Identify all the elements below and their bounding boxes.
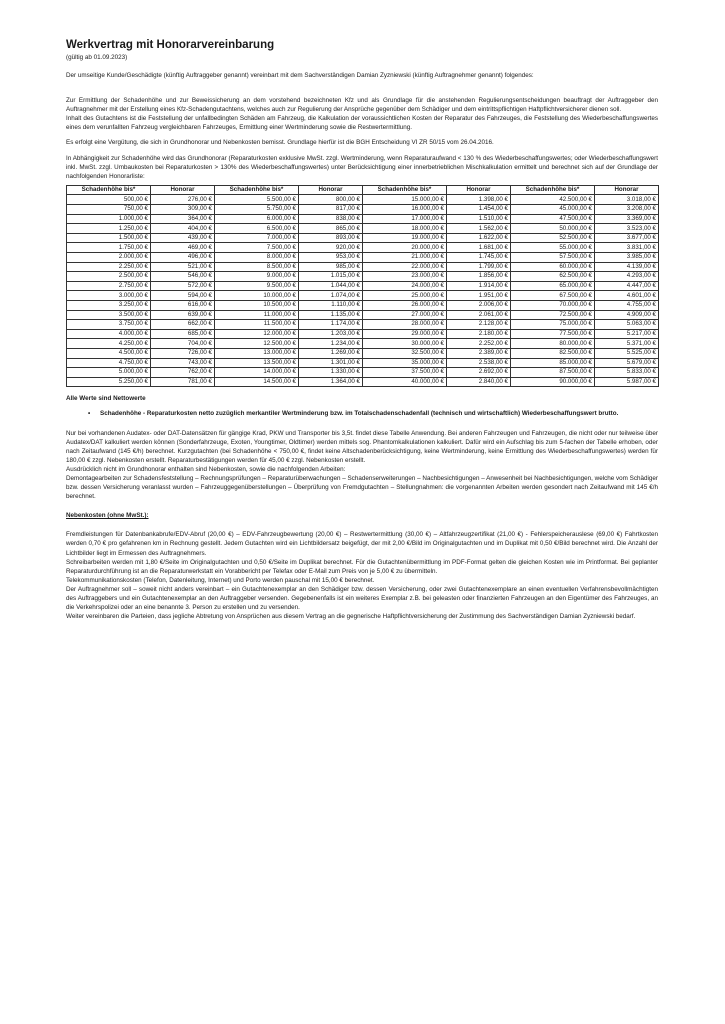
damage-amount-cell: 22.000,00 € xyxy=(363,262,447,272)
fee-amount-cell: 276,00 € xyxy=(151,195,215,205)
fee-table-header-cell: Honorar xyxy=(595,185,659,195)
fee-amount-cell: 2.538,00 € xyxy=(447,358,511,368)
fee-amount-cell: 1.234,00 € xyxy=(299,339,363,349)
fee-amount-cell: 662,00 € xyxy=(151,320,215,330)
fee-amount-cell: 469,00 € xyxy=(151,243,215,253)
fee-amount-cell: 5.987,00 € xyxy=(595,377,659,387)
damage-amount-cell: 72.500,00 € xyxy=(511,310,595,320)
damage-amount-cell: 3.000,00 € xyxy=(67,291,151,301)
fee-amount-cell: 1.330,00 € xyxy=(299,368,363,378)
damage-amount-cell: 80.000,00 € xyxy=(511,339,595,349)
damage-amount-cell: 9.500,00 € xyxy=(215,281,299,291)
damage-amount-cell: 2.750,00 € xyxy=(67,281,151,291)
fee-table-row xyxy=(67,262,659,272)
damage-amount-cell: 42.500,00 € xyxy=(511,195,595,205)
damage-amount-cell: 6.500,00 € xyxy=(215,224,299,234)
fee-table-row xyxy=(67,329,659,339)
fee-table-row xyxy=(67,300,659,310)
fee-amount-cell: 1.914,00 € xyxy=(447,281,511,291)
damage-amount-cell: 18.000,00 € xyxy=(363,224,447,234)
content-paragraph: Inhalt des Gutachtens ist die Feststellung der unfallbedingten Schäden am Fahrzeug, die Kalkulation der voraussichtlichen Kosten der Reparatur des Fahrzeuges, die Feststellung des Wiederbeschaffungswertes eines dem verunfallten Fahrzeug vergleichbaren Fahrzeuges, Ermittlung einer Wertminderung sowie die Restwertermittlung. xyxy=(66,115,658,132)
damage-amount-cell: 16.000,00 € xyxy=(363,205,447,215)
damage-amount-cell: 6.000,00 € xyxy=(215,214,299,224)
net-values-note: Alle Werte sind Nettowerte xyxy=(66,395,146,403)
damage-amount-cell: 75.000,00 € xyxy=(511,320,595,330)
fee-table-row xyxy=(67,224,659,234)
damage-amount-cell: 30.000,00 € xyxy=(363,339,447,349)
fee-table-row xyxy=(67,272,659,282)
fee-amount-cell: 1.745,00 € xyxy=(447,253,511,263)
damage-amount-cell: 3.250,00 € xyxy=(67,300,151,310)
fee-amount-cell: 1.174,00 € xyxy=(299,320,363,330)
fee-amount-cell: 2.006,00 € xyxy=(447,300,511,310)
nebenkosten-paragraph-5: Weiter vereinbaren die Parteien, dass jegliche Abtretung von Ansprüchen aus diesem Vertrag an die gegnerische Haftpflichtversicherung der Zustimmung des Sachverständigen Damian Zyzniewski bedarf. xyxy=(66,613,636,621)
bullet-marker: • xyxy=(88,410,91,418)
fee-amount-cell: 726,00 € xyxy=(151,348,215,358)
fee-amount-cell: 920,00 € xyxy=(299,243,363,253)
damage-amount-cell: 57.500,00 € xyxy=(511,253,595,263)
fee-table-header-cell: Honorar xyxy=(447,185,511,195)
fee-amount-cell: 2.061,00 € xyxy=(447,310,511,320)
fee-amount-cell: 5.371,00 € xyxy=(595,339,659,349)
fee-table-row xyxy=(67,310,659,320)
fee-amount-cell: 1.622,00 € xyxy=(447,233,511,243)
fee-amount-cell: 4.909,00 € xyxy=(595,310,659,320)
fee-amount-cell: 1.135,00 € xyxy=(299,310,363,320)
fee-amount-cell: 309,00 € xyxy=(151,205,215,215)
fee-amount-cell: 5.679,00 € xyxy=(595,358,659,368)
damage-amount-cell: 2.500,00 € xyxy=(67,272,151,282)
damage-amount-cell: 10.000,00 € xyxy=(215,291,299,301)
fee-amount-cell: 5.063,00 € xyxy=(595,320,659,330)
damage-amount-cell: 62.500,00 € xyxy=(511,272,595,282)
bullet-text: Schadenhöhe - Reparaturkosten netto zuzüglich merkantiler Wertminderung bzw. im Totalschadenschadenfall (technisch und wirtschaftlich) Wiederbeschaffungswert brutto. xyxy=(100,410,619,418)
fee-table-row xyxy=(67,233,659,243)
damage-amount-cell: 500,00 € xyxy=(67,195,151,205)
damage-amount-cell: 29.000,00 € xyxy=(363,329,447,339)
fee-amount-cell: 2.840,00 € xyxy=(447,377,511,387)
fee-table-header-cell: Schadenhöhe bis* xyxy=(363,185,447,195)
fee-table-row xyxy=(67,291,659,301)
damage-amount-cell: 11.500,00 € xyxy=(215,320,299,330)
document-title: Werkvertrag mit Honorarvereinbarung xyxy=(66,39,275,51)
damage-amount-cell: 2.250,00 € xyxy=(67,262,151,272)
excluded-intro: Ausdrücklich nicht im Grundhonorar enthalten sind Nebenkosten, sowie die nachfolgenden Arbeiten: xyxy=(66,465,346,473)
fee-amount-cell: 2.128,00 € xyxy=(447,320,511,330)
fee-amount-cell: 1.074,00 € xyxy=(299,291,363,301)
excluded-list: Demontagearbeiten zur Schadensfeststellung – Rechnungsprüfungen – Reparaturüberwachungen – Schadenserweiterungen – Nachbesichtigungen – Anwesenheit bei Nachbesichtigungen, welche vom Schädiger bzw. dessen Versicherung veranlasst wurden – Fahrzeuggegenüberstellungen – Überprüfung von Fremdgutachten – Stellungnahmen: die vorgenannten Arbeiten werden gesondert nach Zeitaufwand mit 145 €/h berechnet. xyxy=(66,474,658,501)
fee-amount-cell: 5.833,00 € xyxy=(595,368,659,378)
fee-amount-cell: 364,00 € xyxy=(151,214,215,224)
damage-amount-cell: 5.250,00 € xyxy=(67,377,151,387)
damage-amount-cell: 3.500,00 € xyxy=(67,310,151,320)
damage-amount-cell: 1.250,00 € xyxy=(67,224,151,234)
damage-amount-cell: 3.750,00 € xyxy=(67,320,151,330)
fee-amount-cell: 865,00 € xyxy=(299,224,363,234)
damage-amount-cell: 50.000,00 € xyxy=(511,224,595,234)
fee-table-row xyxy=(67,339,659,349)
fee-amount-cell: 743,00 € xyxy=(151,358,215,368)
fee-amount-cell: 1.015,00 € xyxy=(299,272,363,282)
fee-amount-cell: 3.369,00 € xyxy=(595,214,659,224)
damage-amount-cell: 28.000,00 € xyxy=(363,320,447,330)
fee-amount-cell: 1.562,00 € xyxy=(447,224,511,234)
fee-amount-cell: 3.208,00 € xyxy=(595,205,659,215)
damage-amount-cell: 55.000,00 € xyxy=(511,243,595,253)
fee-amount-cell: 800,00 € xyxy=(299,195,363,205)
fee-amount-cell: 521,00 € xyxy=(151,262,215,272)
document-page xyxy=(66,38,658,621)
damage-amount-cell: 32.500,00 € xyxy=(363,348,447,358)
fee-amount-cell: 639,00 € xyxy=(151,310,215,320)
fee-amount-cell: 439,00 € xyxy=(151,233,215,243)
damage-amount-cell: 4.500,00 € xyxy=(67,348,151,358)
fee-amount-cell: 3.018,00 € xyxy=(595,195,659,205)
fee-table-header-row xyxy=(67,185,659,195)
damage-amount-cell: 90.000,00 € xyxy=(511,377,595,387)
fee-table-header-cell: Honorar xyxy=(299,185,363,195)
fee-amount-cell: 1.799,00 € xyxy=(447,262,511,272)
fee-amount-cell: 5.525,00 € xyxy=(595,348,659,358)
fee-amount-cell: 1.110,00 € xyxy=(299,300,363,310)
damage-amount-cell: 82.500,00 € xyxy=(511,348,595,358)
damage-amount-cell: 5.750,00 € xyxy=(215,205,299,215)
damage-amount-cell: 45.000,00 € xyxy=(511,205,595,215)
damage-amount-cell: 1.500,00 € xyxy=(67,233,151,243)
fee-amount-cell: 1.951,00 € xyxy=(447,291,511,301)
damage-amount-cell: 13.000,00 € xyxy=(215,348,299,358)
fee-table-header-cell: Schadenhöhe bis* xyxy=(511,185,595,195)
fee-amount-cell: 1.269,00 € xyxy=(299,348,363,358)
damage-amount-cell: 11.000,00 € xyxy=(215,310,299,320)
damage-amount-cell: 20.000,00 € xyxy=(363,243,447,253)
damage-amount-cell: 4.250,00 € xyxy=(67,339,151,349)
damage-amount-cell: 10.500,00 € xyxy=(215,300,299,310)
fee-amount-cell: 4.139,00 € xyxy=(595,262,659,272)
fee-table-row xyxy=(67,243,659,253)
damage-amount-cell: 47.500,00 € xyxy=(511,214,595,224)
fee-table-row xyxy=(67,377,659,387)
damage-amount-cell: 65.000,00 € xyxy=(511,281,595,291)
fee-amount-cell: 985,00 € xyxy=(299,262,363,272)
fee-table-header-cell: Honorar xyxy=(151,185,215,195)
fee-amount-cell: 817,00 € xyxy=(299,205,363,215)
fee-table xyxy=(66,185,659,387)
damage-amount-cell: 4.000,00 € xyxy=(67,329,151,339)
damage-amount-cell: 7.000,00 € xyxy=(215,233,299,243)
remuneration-paragraph: Es erfolgt eine Vergütung, die sich in Grundhonorar und Nebenkosten bemisst. Grundlage hierfür ist die BGH Entscheidung VI ZR 50/15 vom 26.04.2016. xyxy=(66,139,494,147)
damage-amount-cell: 25.000,00 € xyxy=(363,291,447,301)
damage-amount-cell: 14.500,00 € xyxy=(215,377,299,387)
nebenkosten-paragraph-4: Der Auftragnehmer soll – soweit nicht anders vereinbart – ein Gutachtenexemplar an den Schädiger bzw. dessen Versicherung, oder zwei Gutachtenexemplare an einen eventuellen Verfahrensbevollmächtigten des Auftraggebers und ein Gutachtenexemplar an den Auftraggeber versenden. Gegebenenfalls ist ein weiteres Exemplar z.B. bei geleasten oder finanzierten Fahrzeugen an den Eigentümer des Fahrzeuges, an die Verkehrspolizei oder an eine benannte 3. Person zu erstellen und zu versenden. xyxy=(66,585,658,612)
fee-amount-cell: 1.301,00 € xyxy=(299,358,363,368)
damage-amount-cell: 8.000,00 € xyxy=(215,253,299,263)
damage-amount-cell: 5.000,00 € xyxy=(67,368,151,378)
damage-amount-cell: 1.750,00 € xyxy=(67,243,151,253)
fee-table-row xyxy=(67,281,659,291)
fee-table-row xyxy=(67,358,659,368)
fee-table-row xyxy=(67,214,659,224)
damage-amount-cell: 85.000,00 € xyxy=(511,358,595,368)
fee-table-row xyxy=(67,348,659,358)
validity-date: (gültig ab 01.09.2023) xyxy=(66,54,128,61)
damage-amount-cell: 23.000,00 € xyxy=(363,272,447,282)
damage-amount-cell: 12.000,00 € xyxy=(215,329,299,339)
fee-amount-cell: 3.831,00 € xyxy=(595,243,659,253)
damage-amount-cell: 14.000,00 € xyxy=(215,368,299,378)
basic-fee-paragraph: In Abhängigkeit zur Schadenhöhe wird das Grundhonorar (Reparaturkosten exklusive MwSt. zzgl. Wertminderung, wenn Reparaturaufwand < 130 % des Wiederbeschaffungswertes; oder Wiederbeschaffungswert inkl. MwSt. zzgl. Umbaukosten bei Reparaturkosten > 130% des Wiederbeschaffungswertes) unter Berücksichtigung einer innerbetrieblichen Mischkalkulation ermittelt und berechnet sich auf der Grundlage der nachfolgenden Honorarliste: xyxy=(66,154,658,180)
damage-amount-cell: 15.000,00 € xyxy=(363,195,447,205)
fee-amount-cell: 572,00 € xyxy=(151,281,215,291)
fee-amount-cell: 1.454,00 € xyxy=(447,205,511,215)
fee-amount-cell: 685,00 € xyxy=(151,329,215,339)
damage-amount-cell: 60.000,00 € xyxy=(511,262,595,272)
nebenkosten-paragraph-3: Telekommunikationskosten (Telefon, Datenleitung, Internet) und Porto werden pauschal mit 15,00 € berechnet. xyxy=(66,576,375,584)
fee-table-row xyxy=(67,205,659,215)
fee-amount-cell: 4.447,00 € xyxy=(595,281,659,291)
fee-amount-cell: 546,00 € xyxy=(151,272,215,282)
damage-amount-cell: 77.500,00 € xyxy=(511,329,595,339)
fee-table-header-cell: Schadenhöhe bis* xyxy=(215,185,299,195)
fee-amount-cell: 953,00 € xyxy=(299,253,363,263)
purpose-paragraph: Zur Ermittlung der Schadenhöhe und zur Beweissicherung an dem vorstehend bezeichneten Kfz und als Grundlage für die anstehenden Regulierungsentscheidungen beauftragt der Auftraggeber den Auftragnehmer mit der Erstellung eines Kfz-Schadengutachtens, welches auch zur Regulierung der Ansprüche gegenüber dem Schädiger und dem eintrittspflichtigen Haftpflichtversicherer dienen soll. xyxy=(66,97,658,114)
fee-amount-cell: 4.755,00 € xyxy=(595,300,659,310)
fee-amount-cell: 1.856,00 € xyxy=(447,272,511,282)
fee-amount-cell: 1.510,00 € xyxy=(447,214,511,224)
fee-amount-cell: 762,00 € xyxy=(151,368,215,378)
fee-amount-cell: 594,00 € xyxy=(151,291,215,301)
damage-amount-cell: 2.000,00 € xyxy=(67,253,151,263)
damage-amount-cell: 35.000,00 € xyxy=(363,358,447,368)
fee-amount-cell: 404,00 € xyxy=(151,224,215,234)
fee-amount-cell: 781,00 € xyxy=(151,377,215,387)
damage-amount-cell: 37.500,00 € xyxy=(363,368,447,378)
damage-amount-cell: 1.000,00 € xyxy=(67,214,151,224)
fee-amount-cell: 2.180,00 € xyxy=(447,329,511,339)
fee-amount-cell: 838,00 € xyxy=(299,214,363,224)
fee-table-row xyxy=(67,368,659,378)
damage-amount-cell: 12.500,00 € xyxy=(215,339,299,349)
intro-paragraph: Der umseitige Kunde/Geschädigte (künftig Auftraggeber genannt) vereinbart mit dem Sachverständigen Damian Zyzniewski (künftig Auftragnehmer genannt) folgendes: xyxy=(66,72,534,79)
fee-amount-cell: 1.681,00 € xyxy=(447,243,511,253)
fee-amount-cell: 4.293,00 € xyxy=(595,272,659,282)
fee-amount-cell: 2.389,00 € xyxy=(447,348,511,358)
fee-amount-cell: 893,00 € xyxy=(299,233,363,243)
damage-amount-cell: 67.500,00 € xyxy=(511,291,595,301)
fee-amount-cell: 1.203,00 € xyxy=(299,329,363,339)
damage-amount-cell: 13.500,00 € xyxy=(215,358,299,368)
fee-table-row xyxy=(67,253,659,263)
damage-amount-cell: 5.500,00 € xyxy=(215,195,299,205)
damage-amount-cell: 7.500,00 € xyxy=(215,243,299,253)
fee-amount-cell: 2.692,00 € xyxy=(447,368,511,378)
damage-amount-cell: 750,00 € xyxy=(67,205,151,215)
fee-table-row xyxy=(67,320,659,330)
damage-amount-cell: 27.000,00 € xyxy=(363,310,447,320)
fee-table-header-cell: Schadenhöhe bis* xyxy=(67,185,151,195)
damage-amount-cell: 26.000,00 € xyxy=(363,300,447,310)
nebenkosten-paragraph-1: Fremdleistungen für Datenbankabrufe/EDV-Abruf (20,00 €) – EDV-Fahrzeugbewertung (20,00 €) – Restwertermittlung (30,00 €) – Altfahrzeugzertifikat (21,00 €) - Fehlerspeicherauslese (69,00 €) Fahrtkosten werden 0,70 € pro gefahrenen km in Rechnung gestellt. Jedem Gutachten wird ein Lichtbildersatz beigefügt, der mit 2,00 €/Bild im Originalgutachten und im Duplikat mit 0,50 €/Bild berechnet wird. Die Anzahl der Lichtbilder liegt im Ermessen des Auftragnehmers. xyxy=(66,531,658,557)
damage-amount-cell: 40.000,00 € xyxy=(363,377,447,387)
audatex-paragraph: Nur bei vorhandenen Audatex- oder DAT-Datensätzen für gängige Krad, PKW und Transporter bis 3,5t. findet diese Tabelle Anwendung. Bei anderen Fahrzeugen und Fahrzeugen, die nicht oder nur teilweise über Audatex/DAT kalkuliert werden können (Sonderfahrzeuge, Exoten, Youngtimer, Oldtimer) werden mittels sog. Phantomkalkulationen kalkuliert. Dafür wird ein Aufschlag bis zum 5-fachen der Tabelle erhoben, oder nach Zeitaufwand (145 €/h) berechnet. Kurzgutachten (bei Schadenhöhe < 750,00 €, findet keine Altschadenberücksichtigung, keine Wertminderung, keine Ermittlung des Wiederbeschaffungswertes) werden für 180,00 € zzgl. Nebenkosten erstellt. Reparaturbestätigungen werden für 45,00 € zzgl. Nebenkosten erstellt. xyxy=(66,429,658,464)
fee-amount-cell: 3.523,00 € xyxy=(595,224,659,234)
fee-amount-cell: 4.601,00 € xyxy=(595,291,659,301)
fee-amount-cell: 496,00 € xyxy=(151,253,215,263)
damage-amount-cell: 70.000,00 € xyxy=(511,300,595,310)
fee-amount-cell: 3.985,00 € xyxy=(595,253,659,263)
fee-amount-cell: 1.044,00 € xyxy=(299,281,363,291)
damage-amount-cell: 87.500,00 € xyxy=(511,368,595,378)
fee-amount-cell: 1.364,00 € xyxy=(299,377,363,387)
fee-amount-cell: 616,00 € xyxy=(151,300,215,310)
fee-amount-cell: 2.252,00 € xyxy=(447,339,511,349)
fee-amount-cell: 3.677,00 € xyxy=(595,233,659,243)
fee-amount-cell: 1.398,00 € xyxy=(447,195,511,205)
damage-definition-bullet xyxy=(88,409,658,418)
fee-amount-cell: 5.217,00 € xyxy=(595,329,659,339)
damage-amount-cell: 8.500,00 € xyxy=(215,262,299,272)
fee-table-row xyxy=(67,195,659,205)
fee-amount-cell: 704,00 € xyxy=(151,339,215,349)
damage-amount-cell: 52.500,00 € xyxy=(511,233,595,243)
damage-amount-cell: 24.000,00 € xyxy=(363,281,447,291)
damage-amount-cell: 21.000,00 € xyxy=(363,253,447,263)
damage-amount-cell: 4.750,00 € xyxy=(67,358,151,368)
nebenkosten-heading: Nebenkosten (ohne MwSt.): xyxy=(66,512,149,520)
damage-amount-cell: 17.000,00 € xyxy=(363,214,447,224)
nebenkosten-paragraph-2: Schreibarbeiten werden mit 1,80 €/Seite im Originalgutachten und 0,50 €/Seite im Duplikat berechnet. Für die Gutachtenübermittlung im PDF-Format gelten die gleichen Kosten wie im Printformat. Bei geplanter Reparaturdurchführung ist an die Reparaturwerkstatt ein Vorabbericht per Telefax oder E-Mail zum Preis von je 5,00 € zu übermitteln. xyxy=(66,558,658,575)
damage-amount-cell: 9.000,00 € xyxy=(215,272,299,282)
damage-amount-cell: 19.000,00 € xyxy=(363,233,447,243)
fee-table-body xyxy=(67,195,659,387)
